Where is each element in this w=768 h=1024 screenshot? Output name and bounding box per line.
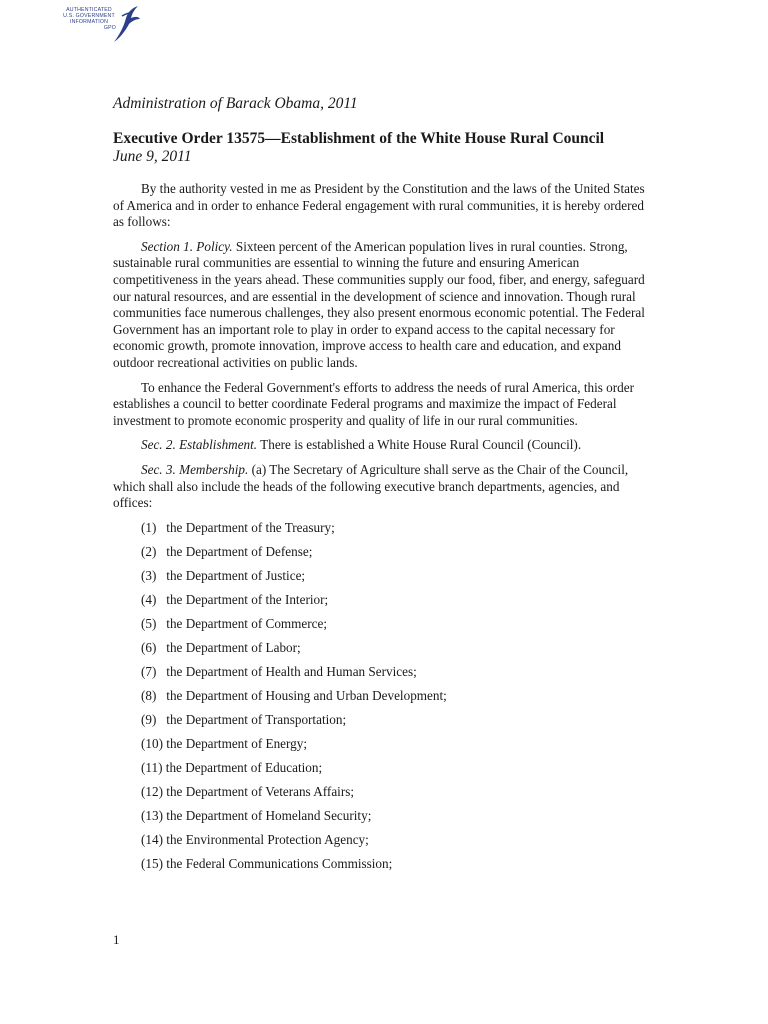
list-item xyxy=(113,664,653,688)
logo-line-2: U.S. GOVERNMENT xyxy=(63,13,115,19)
paragraph-2: To enhance the Federal Government's efforts to address the needs of rural America, this order establishes a council to better coordinate Federal programs and maximize the impact of Federal investment to promote economic prosperity and quality of life in our rural communities. xyxy=(113,379,635,428)
list-item xyxy=(113,520,653,544)
list-item-text: the Department of the Interior; xyxy=(166,591,329,607)
logo-gpo: GPO xyxy=(103,25,116,31)
list-item-number: (5) xyxy=(141,615,157,631)
section-1-paragraph xyxy=(113,239,653,372)
list-item xyxy=(113,688,653,712)
list-item-number: (9) xyxy=(141,711,157,727)
section-3-heading: Sec. 3. Membership. xyxy=(141,461,249,477)
list-item-number: (14) xyxy=(141,831,163,847)
list-item xyxy=(113,712,653,736)
list-item-text: the Department of Labor; xyxy=(166,639,301,655)
list-item-number: (12) xyxy=(141,783,163,799)
list-item-text: the Department of Energy; xyxy=(166,735,308,751)
list-item-number: (4) xyxy=(141,591,157,607)
section-2-paragraph xyxy=(113,437,653,454)
list-item-number: (3) xyxy=(141,567,157,583)
list-item-number: (1) xyxy=(141,519,157,535)
list-item-text: the Department of the Treasury; xyxy=(166,519,335,535)
eagle-icon xyxy=(110,4,142,46)
gpo-authentication-logo xyxy=(60,4,142,48)
list-item-text: the Department of Defense; xyxy=(166,543,313,559)
list-item-number: (10) xyxy=(141,735,163,751)
list-item xyxy=(113,592,653,616)
list-item-text: the Department of Homeland Security; xyxy=(166,807,372,823)
list-item xyxy=(113,832,653,856)
page-number: 1 xyxy=(113,932,120,947)
list-item-text: the Department of Education; xyxy=(165,759,323,775)
list-item-text: the Department of Commerce; xyxy=(166,615,328,631)
section-3-text: (a) The Secretary of Agriculture shall serve as the Chair of the Council, which shall also include the heads of the following executive branch departments, agencies, and offices: xyxy=(113,461,629,511)
list-item-text: the Federal Communications Commission; xyxy=(166,855,393,871)
document-date: June 9, 2011 xyxy=(113,148,192,165)
list-item xyxy=(113,760,653,784)
list-item-number: (11) xyxy=(141,759,163,775)
list-item-number: (7) xyxy=(141,663,157,679)
list-item xyxy=(113,616,653,640)
list-item-text: the Department of Housing and Urban Development; xyxy=(166,687,447,703)
logo-line-3: INFORMATION xyxy=(69,19,109,25)
section-3-paragraph xyxy=(113,462,653,512)
list-item xyxy=(113,736,653,760)
list-item xyxy=(113,784,653,808)
member-list xyxy=(113,520,653,880)
section-2-text: There is established a White House Rural Council (Council). xyxy=(257,437,582,453)
section-1-heading: Section 1. Policy. xyxy=(141,238,233,254)
list-item-number: (6) xyxy=(141,639,157,655)
list-item-number: (2) xyxy=(141,543,157,559)
list-item-text: the Environmental Protection Agency; xyxy=(166,831,369,847)
list-item-text: the Department of Veterans Affairs; xyxy=(166,783,355,799)
logo-line-1: AUTHENTICATED xyxy=(66,7,112,13)
document-title: Executive Order 13575—Establishment of the White House Rural Council xyxy=(113,130,605,147)
section-2-heading: Sec. 2. Establishment. xyxy=(141,437,258,453)
list-item xyxy=(113,856,653,880)
list-item xyxy=(113,568,653,592)
list-item-text: the Department of Justice; xyxy=(166,567,306,583)
intro-paragraph: By the authority vested in me as President by the Constitution and the laws of the United States of America and in order to enhance Federal engagement with rural communities, it is hereby ordered as follows: xyxy=(113,181,645,230)
list-item-number: (8) xyxy=(141,687,157,703)
list-item-text: the Department of Health and Human Services; xyxy=(166,663,417,679)
list-item xyxy=(113,808,653,832)
document-body xyxy=(113,181,653,880)
list-item-number: (13) xyxy=(141,807,163,823)
administration-header: Administration of Barack Obama, 2011 xyxy=(113,95,358,112)
section-1-text: Sixteen percent of the American population lives in rural counties. Strong, sustainable rural communities are essential to winning the future and ensuring American competitiveness in the years ahead. These communities supply our food, fiber, and energy, safeguard our natural resources, and are essential in the development of science and innovation. Though rural communities face numerous challenges, they also present enormous economic potential. The Federal Government has an important role to play in order to expand access to the capital necessary for economic growth, promote innovation, improve access to health care and education, and expand outdoor recreational activities on public lands. xyxy=(113,238,645,370)
list-item xyxy=(113,640,653,664)
list-item-number: (15) xyxy=(141,855,163,871)
list-item-text: the Department of Transportation; xyxy=(166,711,347,727)
list-item xyxy=(113,544,653,568)
